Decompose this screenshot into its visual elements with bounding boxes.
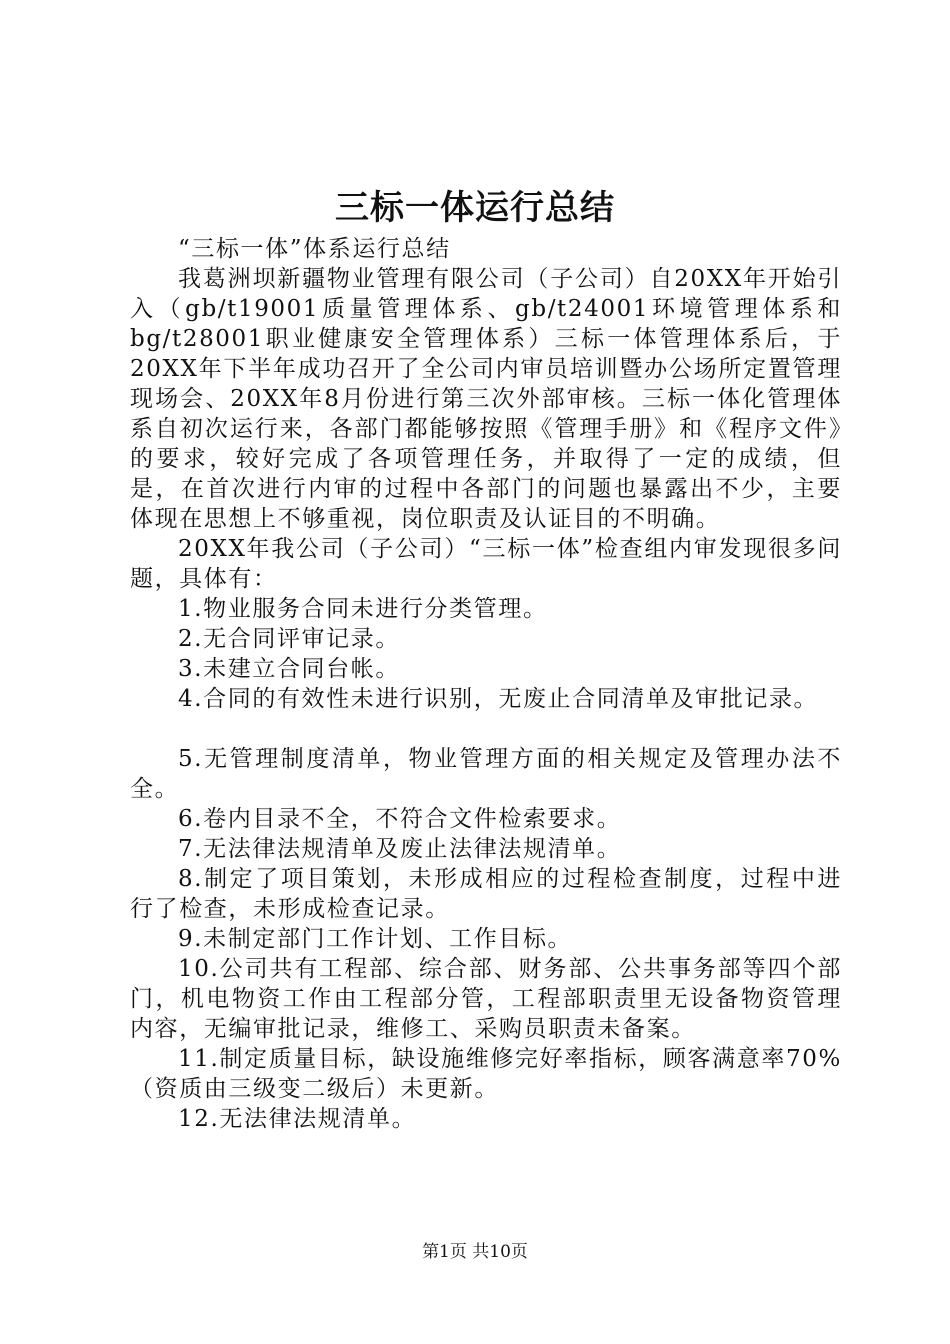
list-item: 10.公司共有工程部、综合部、财务部、公共事务部等四个部门，机电物资工作由工程部分管，工程部职责里无设备物资管理内容，无编审批记录，维修工、采购员职责未备案。 xyxy=(130,956,842,1042)
list-item: 4.合同的有效性未进行识别，无废止合同清单及审批记录。 xyxy=(178,686,819,712)
list-item: 6.卷内目录不全，不符合文件检索要求。 xyxy=(178,806,622,832)
document-title: 三标一体运行总结 xyxy=(335,188,615,228)
list-item: 2.无合同评审记录。 xyxy=(178,626,400,652)
list-item: 9.未制定部门工作计划、工作目标。 xyxy=(178,926,573,952)
paragraph-findings-intro: 20XX年我公司（子公司）“三标一体”检查组内审发现很多问题，具体有： xyxy=(130,536,842,592)
list-item: 1.物业服务合同未进行分类管理。 xyxy=(178,596,548,622)
list-item: 5.无管理制度清单，物业管理方面的相关规定及管理办法不全。 xyxy=(130,746,842,802)
list-item: 11.制定质量目标，缺设施维修完好率指标，顾客满意率70%（资质由三级变二级后）未更新。 xyxy=(130,1046,842,1102)
paragraph-intro: 我葛洲坝新疆物业管理有限公司（子公司）自20XX年开始引入（gb/t19001质量管理体系、gb/t24001环境管理体系和bg/t28001职业健康安全管理体系）三标一体管理体系后，于20XX年下半年成功召开了全公司内审员培训暨办公场所定置管理现场会、20XX年8月份进行第三次外部审核。三标一体化管理体系自初次运行来，各部门都能够按照《管理手册》和《程序文件》的要求，较好完成了各项管理任务，并取得了一定的成绩，但是，在首次进行内审的过程中各部门的问题也暴露出不少，主要体现在思想上不够重视，岗位职责及认证目的不明确。 xyxy=(130,266,842,532)
list-item: 7.无法律法规清单及废止法律法规清单。 xyxy=(178,836,622,862)
list-item: 12.无法律法规清单。 xyxy=(178,1106,417,1132)
list-item: 8.制定了项目策划，未形成相应的过程检查制度，过程中进行了检查，未形成检查记录。 xyxy=(130,866,842,922)
paragraph-subtitle: “三标一体”体系运行总结 xyxy=(178,236,451,262)
page-number: 第1页 共10页 xyxy=(422,1242,528,1262)
document-body xyxy=(130,234,842,1134)
list-item: 3.未建立合同台帐。 xyxy=(178,656,400,682)
